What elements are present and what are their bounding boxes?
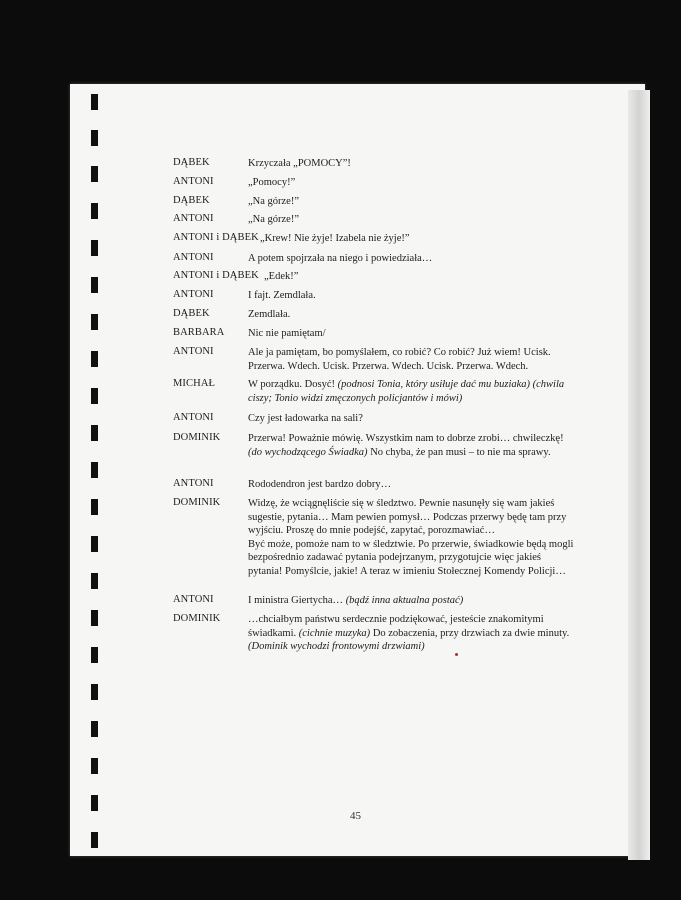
speaker-name: DOMINIK xyxy=(173,432,221,443)
speaker-name: ANTONI xyxy=(173,478,214,489)
speaker-name: DĄBEK xyxy=(173,308,210,319)
page-number: 45 xyxy=(350,810,361,822)
speaker-name: DOMINIK xyxy=(173,613,221,624)
speaker-name: ANTONI xyxy=(173,252,214,263)
dialogue-line: „Na górze!” xyxy=(248,196,300,207)
dialogue-line: Zemdlała. xyxy=(248,309,291,320)
dialogue-line: „Krew! Nie żyje! Izabela nie żyje!” xyxy=(260,233,410,244)
stage-direction: (Dominik wychodzi frontowymi drzwiami) xyxy=(248,641,425,652)
speaker-name: ANTONI xyxy=(173,289,214,300)
speaker-name: ANTONI i DĄBEK xyxy=(173,232,259,243)
dialogue-text: Widzę, że wciągnęliście się w śledztwo. Pewnie nasunęły się wam jakieś sugestie, pytania… Mam pewien pomysł… Podczas przerwy będę tam przy wyjściu. Proszę do mnie podejść, zapytać, porozmawiać… xyxy=(248,498,567,536)
dialogue-line: Czy jest ładowarka na sali? xyxy=(248,413,363,424)
dialogue-line: „Na górze!” xyxy=(248,214,300,225)
dialogue-line: Nic nie pamiętam/ xyxy=(248,328,326,339)
stage-direction: (podnosi Tonia, który usiłuje dać mu buziaka) (chwila ciszy; Tonio widzi zmęczonych policjantów i mówi) xyxy=(248,379,565,404)
dialogue-text-continued: No chyba, że pan musi – to nie ma sprawy. xyxy=(370,446,551,458)
speaker-name: ANTONI i DĄBEK xyxy=(173,270,259,281)
dialogue-line xyxy=(248,594,578,608)
dialogue-line: I fajt. Zemdlała. xyxy=(248,290,316,301)
speaker-name: ANTONI xyxy=(173,176,214,187)
dialogue-text: …chciałbym państwu serdecznie podziękować, jesteście znakomitymi świadkami. xyxy=(248,614,544,639)
speaker-name: ANTONI xyxy=(173,594,214,605)
dialogue-line: Krzyczała „POMOCY”! xyxy=(248,158,351,169)
speaker-name: DĄBEK xyxy=(173,195,210,206)
dialogue-line: A potem spojrzała na niego i powiedziała… xyxy=(248,253,433,264)
dialogue-line: „Pomocy!” xyxy=(248,177,296,188)
dialogue-line: Rododendron jest bardzo dobry… xyxy=(248,479,392,490)
speaker-name: DĄBEK xyxy=(173,157,210,168)
dialogue-text-continued: Do zobaczenia, przy drzwiach za dwie minuty. xyxy=(372,627,570,639)
dialogue-text-continued: Być może, pomoże nam to w śledztwie. Po przerwie, świadkowie będą mogli bezpośrednio zadawać pytania podejrzanym, przygotujcie więc jakieś pytania! Pomyślcie, jakie! A teraz w imieniu Stołecznej Komendy Policji… xyxy=(248,538,574,577)
dialogue-line: „Edek!” xyxy=(264,271,299,282)
dialogue-line xyxy=(248,613,578,654)
stage-direction: (bądź inna aktualna postać) xyxy=(345,595,464,606)
speaker-name: ANTONI xyxy=(173,213,214,224)
dialogue-line: Ale ja pamiętam, bo pomyślałem, co robić? Co robić? Już wiem! Ucisk. Przerwa. Wdech. Ucisk. Przerwa. Wdech. Ucisk. Przerwa. Wdech. xyxy=(248,347,551,372)
speaker-name: DOMINIK xyxy=(173,497,221,508)
dialogue-line xyxy=(248,432,578,459)
speaker-name: ANTONI xyxy=(173,412,214,423)
speaker-name: BARBARA xyxy=(173,327,225,338)
speaker-name: MICHAŁ xyxy=(173,378,216,389)
dialogue-text: I ministra Giertycha… xyxy=(248,595,344,606)
dialogue-text: Przerwa! Poważnie mówię. Wszystkim nam to dobrze zrobi… chwileczkę! xyxy=(248,433,564,444)
ink-speck xyxy=(455,653,458,656)
dialogue-line xyxy=(248,378,578,405)
speaker-name: ANTONI xyxy=(173,346,214,357)
dialogue-line xyxy=(248,497,578,578)
stage-direction: (cichnie muzyka) xyxy=(298,627,371,639)
stage-direction: (do wychodzącego Świadka) xyxy=(248,446,368,458)
dialogue-text: W porządku. Dosyć! xyxy=(248,379,335,390)
